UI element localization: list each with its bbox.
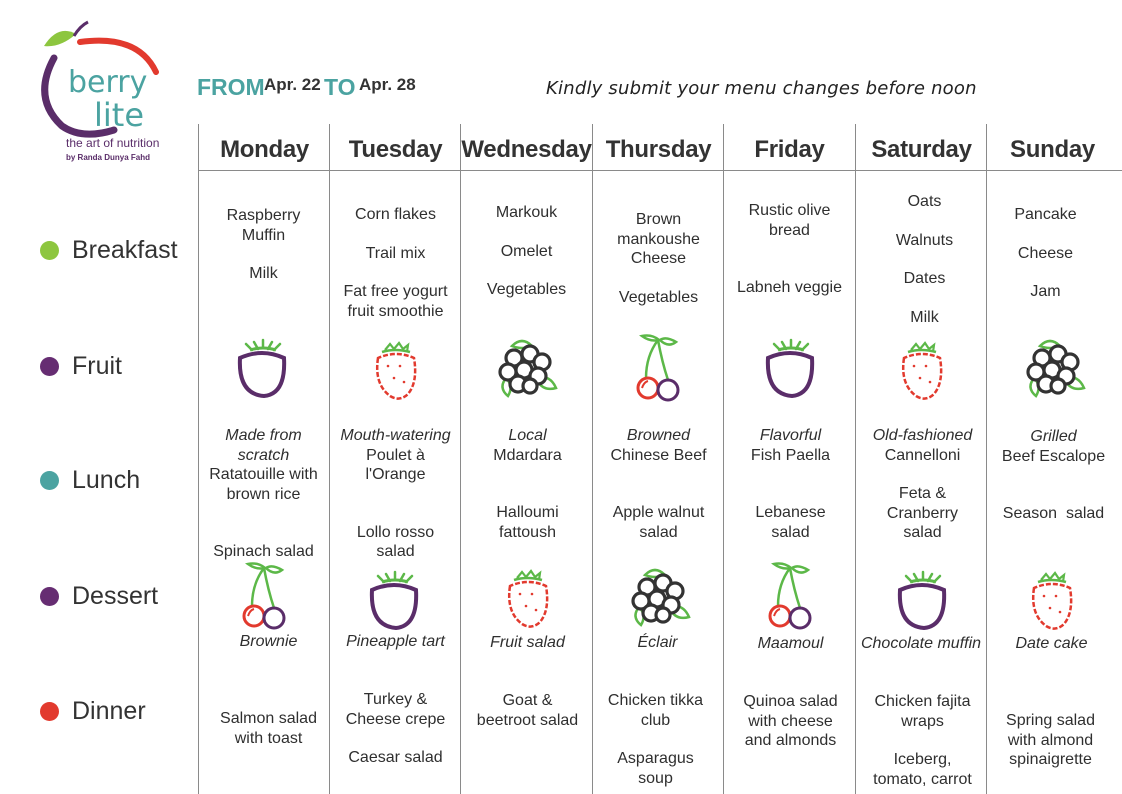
menu-item: Raspberry <box>226 207 301 224</box>
menu-item: Jam <box>1030 283 1061 300</box>
header-divider <box>199 170 1122 171</box>
cherry-icon <box>756 560 826 630</box>
sunday-dessert: Date cake <box>1015 635 1088 652</box>
menu-item: Cheese <box>630 250 687 267</box>
from-label: FROM <box>197 74 265 100</box>
saturday-lunch <box>857 426 988 543</box>
strawberry-icon <box>886 336 956 406</box>
from-date: Apr. 22 <box>264 75 321 94</box>
menu-item: Fat free yogurt <box>343 283 448 300</box>
menu-item: Made from <box>225 427 302 444</box>
menu-item: Feta & <box>898 485 947 502</box>
menu-item: Chicken tikka <box>607 692 704 709</box>
menu-item: with almond <box>1007 731 1094 749</box>
menu-item: Vegetables <box>618 288 699 306</box>
menu-item: Trail mix <box>365 244 426 262</box>
menu-item: Cheese <box>1017 244 1074 262</box>
menu-item: Milk <box>249 265 278 282</box>
menu-item: Vegetables <box>486 281 567 298</box>
menu-item: Poulet à <box>366 446 425 464</box>
menu-item: Salmon salad <box>220 710 317 727</box>
menu-item: wraps <box>901 712 944 730</box>
meal-label-lunch: Lunch <box>40 466 140 495</box>
thursday-dessert: Éclair <box>637 634 678 651</box>
meal-label-fruit: Fruit <box>40 352 122 381</box>
menu-item: Brown <box>635 211 682 228</box>
menu-item: Cannelloni <box>884 446 961 464</box>
friday-dessert: Maamoul <box>757 635 824 652</box>
blackberry-icon <box>492 334 562 404</box>
day-header-wednesday: Wednesday <box>461 136 592 163</box>
wednesday-lunch <box>462 426 593 542</box>
meal-label-breakfast: Breakfast <box>40 236 178 265</box>
menu-item: Caesar salad <box>348 749 443 766</box>
friday-dinner <box>725 692 856 751</box>
menu-item: Local <box>508 427 547 444</box>
menu-item: Quinoa salad <box>743 693 838 710</box>
menu-item: Chinese Beef <box>610 446 707 464</box>
menu-item: soup <box>638 769 673 787</box>
friday-breakfast <box>724 201 855 298</box>
menu-item: brown rice <box>226 485 301 503</box>
menu-item: Halloumi <box>496 504 559 521</box>
menu-item: Ratatouille with <box>209 466 318 483</box>
tuesday-dessert: Pineapple tart <box>346 633 445 650</box>
saturday-dessert: Chocolate muffin <box>860 635 982 652</box>
grape-icon <box>228 334 298 404</box>
menu-item: mankoushe <box>617 230 700 248</box>
menu-item: Asparagus <box>617 750 694 767</box>
lunch-dot-icon <box>40 471 59 490</box>
menu-item: Iceberg, <box>893 751 952 768</box>
menu-item: l'Orange <box>365 466 426 483</box>
friday-lunch <box>725 426 856 542</box>
menu-item: Beef Escalope <box>1001 447 1106 465</box>
sunday-lunch <box>988 427 1119 524</box>
menu-item: Spring salad <box>1006 712 1095 729</box>
menu-item: Spinach salad <box>213 543 314 560</box>
menu-item: salad <box>639 523 678 541</box>
menu-item: Pancake <box>1014 206 1077 223</box>
menu-item: Turkey & <box>363 691 428 708</box>
day-header-thursday: Thursday <box>605 136 712 163</box>
menu-item: salad <box>376 543 415 560</box>
wednesday-dinner <box>462 691 593 730</box>
menu-item: Dates <box>903 270 946 287</box>
day-header-saturday: Saturday <box>871 136 972 163</box>
thursday-dinner <box>590 691 721 788</box>
menu-item: fruit smoothie <box>347 302 444 320</box>
blackberry-icon <box>625 563 695 633</box>
menu-item: Season salad <box>1002 505 1105 522</box>
monday-dessert: Brownie <box>239 633 298 650</box>
wednesday-breakfast <box>461 203 592 300</box>
strawberry-icon <box>360 336 430 406</box>
saturday-breakfast <box>859 192 990 327</box>
menu-item: tomato, carrot <box>873 770 972 788</box>
strawberry-icon <box>1016 566 1086 636</box>
cherry-icon <box>230 560 300 630</box>
dinner-dot-icon <box>40 702 59 721</box>
menu-item: Mouth-watering <box>340 427 451 444</box>
tuesday-dinner <box>330 690 461 768</box>
dessert-dot-icon <box>40 587 59 606</box>
menu-item: bread <box>769 221 810 239</box>
menu-item: Oats <box>907 193 942 210</box>
to-date: Apr. 28 <box>359 75 416 94</box>
day-header-monday: Monday <box>220 136 309 163</box>
to-label: TO <box>324 74 356 100</box>
menu-item: and almonds <box>744 732 837 749</box>
menu-item: Muffin <box>241 226 286 244</box>
day-header-friday: Friday <box>754 136 825 163</box>
menu-item: Flavorful <box>759 427 822 444</box>
menu-item: Grilled <box>1030 428 1077 445</box>
thursday-lunch <box>593 426 724 542</box>
menu-item: beetroot salad <box>476 711 579 729</box>
menu-item: Goat & <box>502 692 553 709</box>
menu-item: Browned <box>626 427 691 444</box>
menu-item: with cheese <box>748 712 833 730</box>
meal-label-dinner: Dinner <box>40 697 146 726</box>
logo-leaf <box>44 31 76 46</box>
menu-item: spinaigrette <box>1009 751 1092 768</box>
menu-item: Walnuts <box>895 231 954 249</box>
menu-item: club <box>640 711 671 729</box>
meal-label-dessert: Dessert <box>40 582 158 611</box>
menu-item: Corn flakes <box>355 206 436 223</box>
logo-word-berry: berry <box>68 65 148 100</box>
menu-item: Cheese crepe <box>345 710 446 728</box>
fruit-dot-icon <box>40 357 59 376</box>
menu-item: Rustic olive <box>748 202 831 219</box>
monday-dinner <box>203 709 334 748</box>
strawberry-icon <box>492 564 562 634</box>
menu-item: Fish Paella <box>750 446 831 464</box>
menu-item: Labneh veggie <box>737 279 842 296</box>
monday-lunch <box>198 426 329 562</box>
menu-item: salad <box>771 523 810 541</box>
menu-item: Old-fashioned <box>872 427 973 444</box>
menu-item: Mdardara <box>493 446 562 464</box>
saturday-dinner <box>857 692 988 789</box>
wednesday-dessert: Fruit salad <box>490 634 565 651</box>
grape-icon <box>360 566 430 636</box>
menu-item: Apple walnut <box>612 504 705 521</box>
logo-word-lite: lite <box>94 96 145 134</box>
menu-item: Milk <box>910 308 939 326</box>
menu-item: Cranberry <box>886 504 959 522</box>
menu-item: with toast <box>234 729 303 747</box>
blackberry-icon <box>1020 334 1090 404</box>
menu-item: Chicken fajita <box>874 693 971 710</box>
grape-icon <box>888 566 958 636</box>
day-header-tuesday: Tuesday <box>348 136 443 163</box>
menu-item: Lollo rosso <box>356 523 435 541</box>
menu-item: salad <box>903 524 942 541</box>
sunday-breakfast <box>980 205 1111 302</box>
monday-breakfast <box>198 206 329 284</box>
cherry-icon <box>624 332 694 402</box>
thursday-breakfast <box>593 210 724 307</box>
breakfast-dot-icon <box>40 241 59 260</box>
logo-tagline: the art of nutrition <box>66 136 160 150</box>
day-header-sunday: Sunday <box>1010 136 1095 163</box>
menu-item: Omelet <box>500 242 553 260</box>
submission-note: Kindly submit your menu changes before noon <box>546 78 977 99</box>
grape-icon <box>756 334 826 404</box>
sunday-dinner <box>985 711 1116 770</box>
logo-byline: by Randa Dunya Fahd <box>66 153 151 162</box>
tuesday-breakfast <box>330 205 461 321</box>
menu-item: fattoush <box>499 523 556 541</box>
tuesday-lunch <box>330 426 461 562</box>
menu-item: Markouk <box>495 204 558 221</box>
menu-item: Lebanese <box>755 504 826 521</box>
menu-item: scratch <box>237 446 290 464</box>
